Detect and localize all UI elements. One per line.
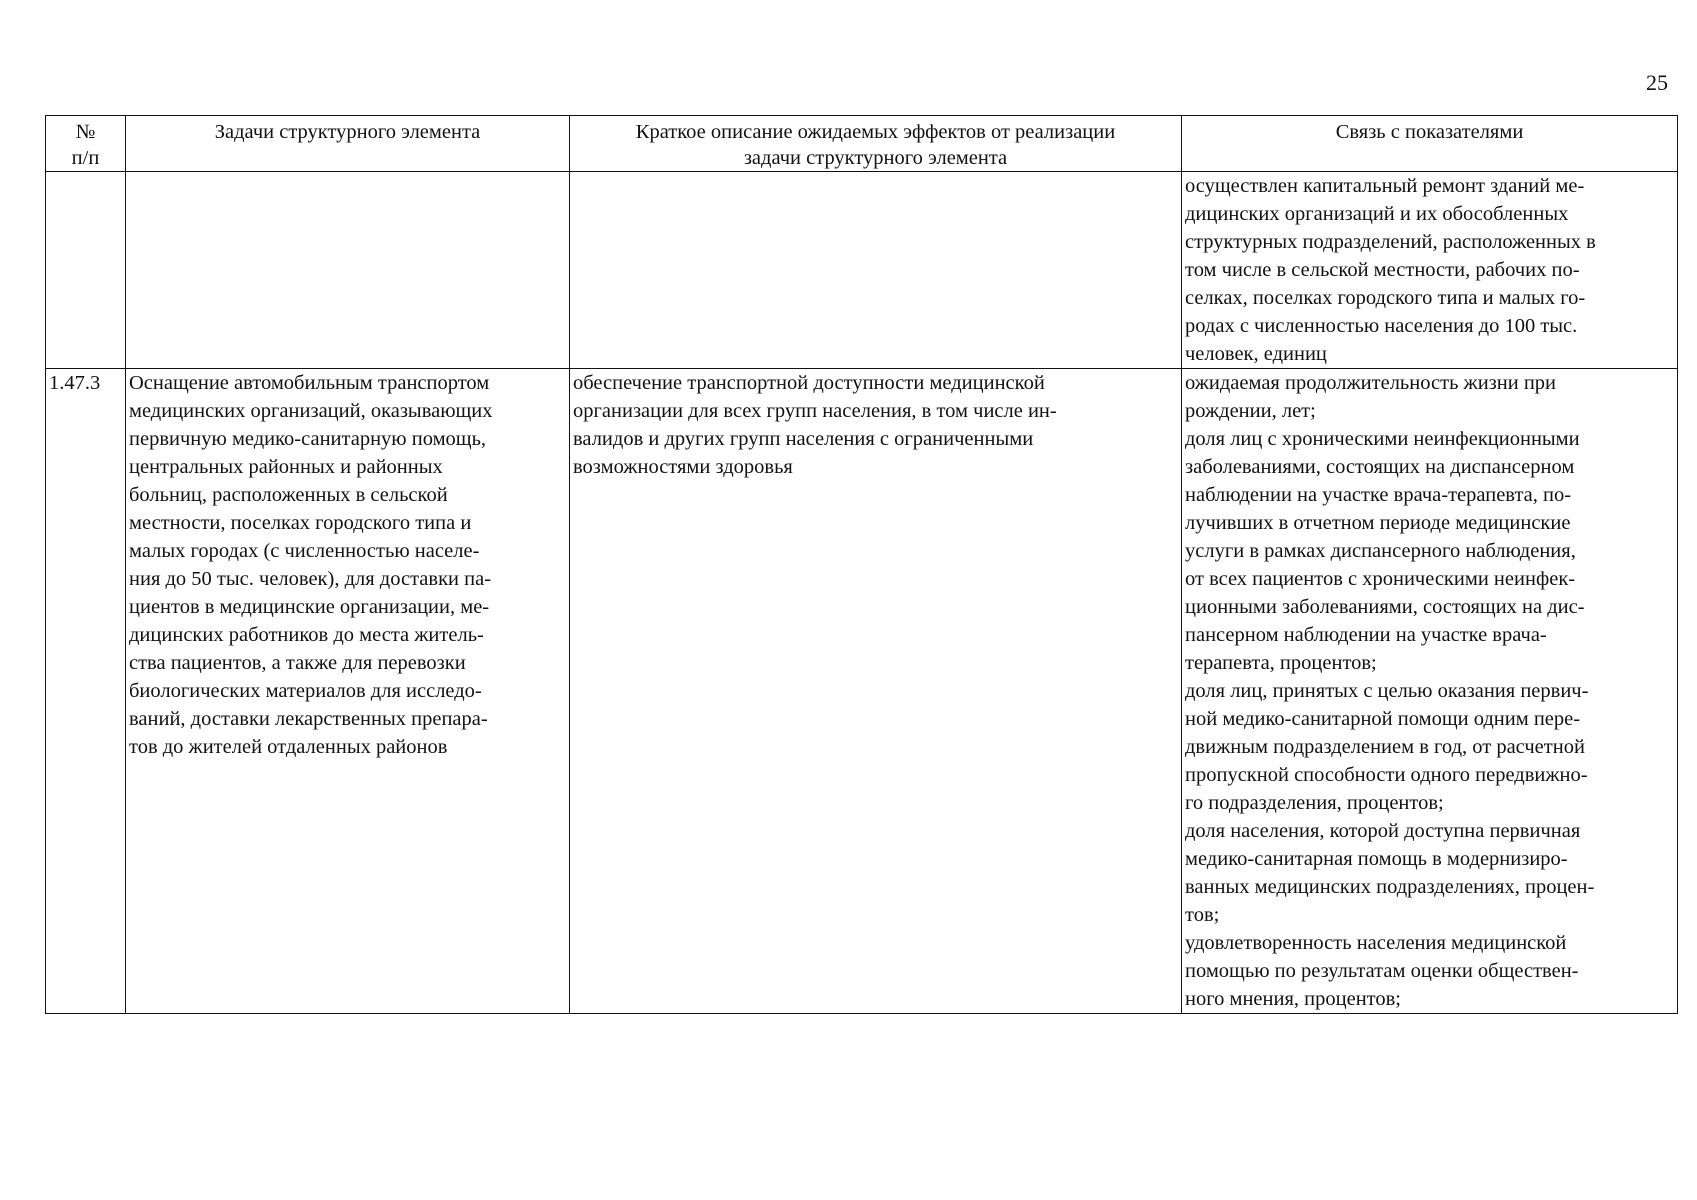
- header-link: [1182, 116, 1678, 172]
- cell-link: [1182, 172, 1678, 369]
- cell-line: тов;: [1185, 904, 1220, 926]
- table-row: [46, 369, 1678, 1014]
- cell-line: том числе в сельской местности, рабочих по-: [1185, 259, 1580, 281]
- cell-line: Оснащение автомобильным транспортом: [129, 372, 490, 394]
- header-line: №: [75, 121, 96, 143]
- cell-line: доля лиц с хроническими неинфекционными: [1185, 428, 1580, 450]
- cell-line: доля населения, которой доступна первичная: [1185, 820, 1581, 842]
- table-row: [46, 172, 1678, 369]
- cell-line: ной медико-санитарной помощи одним пере-: [1185, 708, 1581, 730]
- cell-line: центральных районных и районных: [129, 456, 443, 478]
- cell-line: ваний, доставки лекарственных препара-: [129, 708, 488, 730]
- cell-line: ного мнения, процентов;: [1185, 988, 1401, 1010]
- cell-number: 1.47.3: [46, 369, 126, 1014]
- cell-line: ния до 50 тыс. человек), для доставки па-: [129, 568, 492, 590]
- cell-line: заболеваниями, состоящих на диспансерном: [1185, 456, 1575, 478]
- cell-line: первичную медико-санитарную помощь,: [129, 428, 487, 450]
- cell-line: движным подразделением в год, от расчетной: [1185, 736, 1585, 758]
- cell-line: дицинских работников до места житель-: [129, 624, 484, 646]
- cell-line: доля лиц, принятых с целью оказания первич-: [1185, 680, 1589, 702]
- cell-line: валидов и других групп населения с ограниченными: [573, 428, 1034, 450]
- cell-task: [126, 172, 570, 369]
- cell-line: родах с численностью населения до 100 тыс.: [1185, 315, 1578, 337]
- header-line: п/п: [71, 147, 100, 169]
- header-line: Краткое описание ожидаемых эффектов от реализации: [635, 121, 1116, 143]
- cell-line: местности, поселках городского типа и: [129, 512, 472, 534]
- cell-line: наблюдении на участке врача-терапевта, по-: [1185, 484, 1572, 506]
- cell-number: [46, 172, 126, 369]
- cell-line: структурных подразделений, расположенных в: [1185, 231, 1596, 253]
- cell-line: обеспечение транспортной доступности медицинской: [573, 372, 1045, 394]
- cell-line: медико-санитарная помощь в модернизиро-: [1185, 848, 1568, 870]
- cell-effect: [570, 369, 1182, 1014]
- cell-line: малых городах (с численностью населе-: [129, 540, 480, 562]
- table-header-row: [46, 116, 1678, 172]
- cell-line: больниц, расположенных в сельской: [129, 484, 448, 506]
- cell-line: биологических материалов для исследо-: [129, 680, 482, 702]
- header-line: задачи структурного элемента: [743, 147, 1008, 169]
- cell-task: [126, 369, 570, 1014]
- page-number: 25: [1646, 70, 1668, 95]
- header-line: Задачи структурного элемента: [214, 121, 481, 143]
- document-table: [45, 115, 1678, 1014]
- cell-line: возможностями здоровья: [573, 456, 793, 478]
- cell-line: тов до жителей отдаленных районов: [129, 736, 448, 758]
- cell-line: ванных медицинских подразделениях, процен-: [1185, 876, 1595, 898]
- cell-line: лучивших в отчетном периоде медицинские: [1185, 512, 1571, 534]
- cell-link: [1182, 369, 1678, 1014]
- cell-line: терапевта, процентов;: [1185, 652, 1377, 674]
- cell-line: пропускной способности одного передвижно-: [1185, 764, 1588, 786]
- cell-line: услуги в рамках диспансерного наблюдения,: [1185, 540, 1576, 562]
- cell-line: помощью по результатам оценки обществен-: [1185, 960, 1579, 982]
- cell-line: дицинских организаций и их обособленных: [1185, 203, 1569, 225]
- cell-line: ционными заболеваниями, состоящих на дис-: [1185, 596, 1585, 618]
- cell-line: от всех пациентов с хроническими неинфек-: [1185, 568, 1576, 590]
- cell-line: удовлетворенность населения медицинской: [1185, 932, 1567, 954]
- cell-effect: [570, 172, 1182, 369]
- cell-line: пансерном наблюдении на участке врача-: [1185, 624, 1547, 646]
- cell-line: рождении, лет;: [1185, 400, 1316, 422]
- cell-line: селках, поселках городского типа и малых го-: [1185, 287, 1586, 309]
- header-line: Связь с показателями: [1335, 121, 1524, 143]
- header-task: [126, 116, 570, 172]
- cell-line: осуществлен капитальный ремонт зданий ме-: [1185, 175, 1585, 197]
- cell-line: ства пациентов, а также для перевозки: [129, 652, 466, 674]
- cell-line: ожидаемая продолжительность жизни при: [1185, 372, 1557, 394]
- cell-line: циентов в медицинские организации, ме-: [129, 596, 490, 618]
- cell-line: го подразделения, процентов;: [1185, 792, 1444, 814]
- cell-line: медицинских организаций, оказывающих: [129, 400, 493, 422]
- header-effect: [570, 116, 1182, 172]
- header-number: [46, 116, 126, 172]
- cell-line: организации для всех групп населения, в том числе ин-: [573, 400, 1057, 422]
- cell-line: человек, единиц: [1185, 343, 1327, 365]
